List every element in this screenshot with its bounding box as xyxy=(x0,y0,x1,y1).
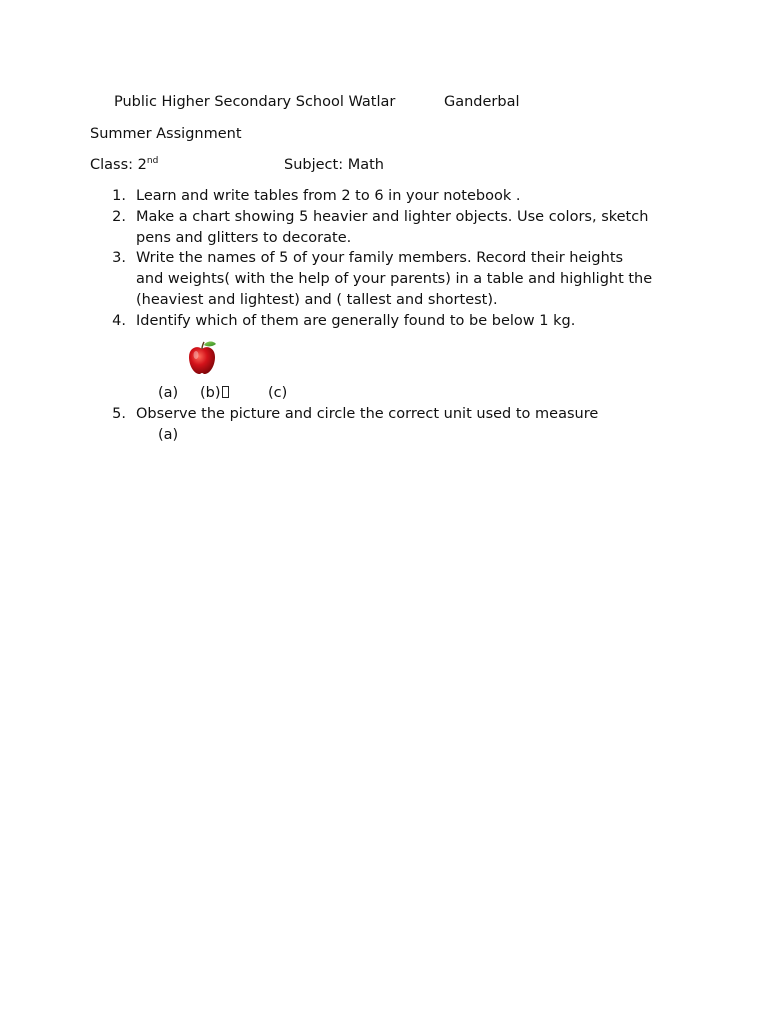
item-number: 3. xyxy=(112,250,126,266)
class-label-suffix: nd xyxy=(146,156,159,166)
item-text: (heaviest and lightest) and ( tallest and shortest). xyxy=(136,292,498,308)
assignment-title: Summer Assignment xyxy=(90,126,242,142)
item-number: 4. xyxy=(112,313,126,329)
option-c: (c) xyxy=(268,385,288,401)
item-text: Write the names of 5 of your family members. Record their heights xyxy=(136,250,624,266)
item-number: 2. xyxy=(112,209,126,225)
apple-icon xyxy=(186,340,218,376)
class-label xyxy=(90,155,158,175)
item-number: 1. xyxy=(112,188,126,204)
subject-label: Subject: Math xyxy=(284,157,384,173)
missing-image-placeholder xyxy=(222,386,229,398)
item-text: Identify which of them are generally found to be below 1 kg. xyxy=(136,313,576,329)
item-text: Learn and write tables from 2 to 6 in your notebook . xyxy=(136,188,521,204)
option-a: (a) xyxy=(158,385,179,401)
class-label-text: Class: 2 xyxy=(90,157,147,173)
item-number: 5. xyxy=(112,406,126,422)
school-location: Ganderbal xyxy=(444,94,520,110)
option-a: (a) xyxy=(158,427,179,443)
item-text: Make a chart showing 5 heavier and lighter objects. Use colors, sketch xyxy=(136,209,649,225)
option-b-label: (b) xyxy=(200,385,221,401)
item-text: Observe the picture and circle the correct unit used to measure xyxy=(136,406,599,422)
school-name: Public Higher Secondary School Watlar xyxy=(114,94,396,110)
option-b xyxy=(200,383,229,403)
item-text: pens and glitters to decorate. xyxy=(136,230,352,246)
item-text: and weights( with the help of your parents) in a table and highlight the xyxy=(136,271,653,287)
